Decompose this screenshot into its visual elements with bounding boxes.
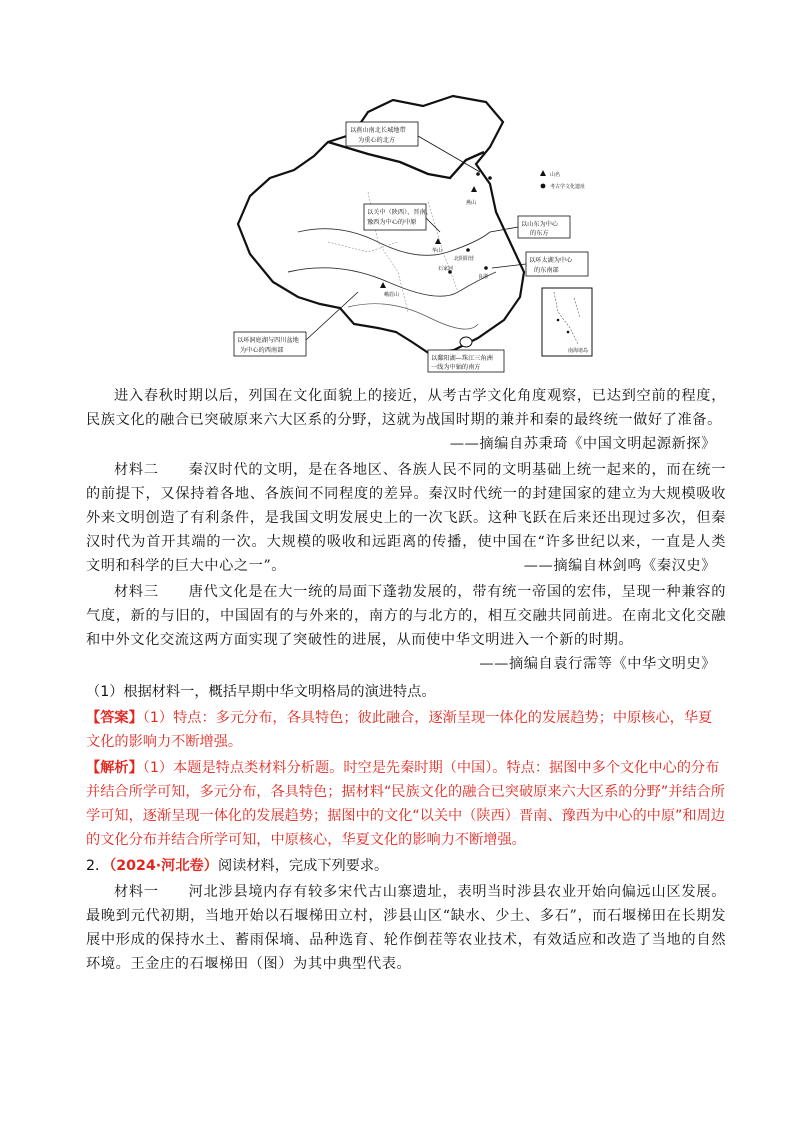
label-southeast-line2: 的东南部 <box>534 267 559 274</box>
map-legend <box>540 170 585 190</box>
site-marker-1 <box>476 172 480 176</box>
material1-source: ——摘编自苏秉琦《中国文明起源新探》 <box>449 436 716 452</box>
site-marker-3 <box>466 248 470 252</box>
q2-material1-text: 材料一 河北涉县境内存有较多宋代古山寨遗址，表明当时涉县农业开始向偏远山区发展。最晚到元代初期，当地开始以石堰梯田立村，涉县山区“缺水、少土、多石”，而石堰梯田在长期发展中形成的保持水土、蓄雨保墒、品种选育、轮作倒茬等农业技术，有效适应和改造了当地的自然环境。王金庄的石堰梯田（图）为其中典型代表。 <box>86 884 726 972</box>
legend-mountain-label: 山名 <box>550 172 561 178</box>
mountain-legend-icon <box>540 170 546 176</box>
place-liangzhu: 良渚 <box>478 274 489 280</box>
place-yanshan: 燕山 <box>466 200 477 206</box>
place-emeishan: 峨眉山 <box>384 292 400 298</box>
label-central-line1: 以关中（陕西）、晋南、 <box>367 209 432 216</box>
site-marker-2 <box>488 176 492 180</box>
answer-block <box>86 706 726 754</box>
q2-number: 2． <box>86 858 110 874</box>
label-southeast-line1: 以环太湖为中心 <box>529 257 573 264</box>
answer-tag: 【答案】 <box>86 710 143 726</box>
label-north-line2: 为重心的北方 <box>358 137 396 144</box>
material2-source: ——摘编自林剑鸣《秦汉史》 <box>523 558 716 574</box>
question-1: （1）根据材料一，概括早期中华文明格局的演进特点。 <box>86 684 436 700</box>
analysis-block <box>86 756 726 852</box>
place-huashan: 华山 <box>432 248 443 254</box>
map-svg <box>228 92 612 374</box>
material3-text: 材料三 唐代文化是在大一统的局面下蓬勃发展的，带有统一帝国的宏伟，呈现一种兼容的气度，新的与旧的，中国固有的与外来的，南方的与北方的，相互交融共同前进。在南北文化交融和中外文化交流这两方面实现了突破性的进展，从而使中华文明进入一个新的时期。 <box>86 584 726 648</box>
material2-text: 材料二 秦汉时代的文明，是在各地区、各族人民不同的文明基础上统一起来的，而在统一的前提下，又保持着各地、各族间不同程度的差异。秦汉时代统一的封建国家的建立为大规模吸收外来文明创造了有利条件，是我国文明发展史上的一次飞跃。这种飞跃在后来还出现过多次，但秦汉时代为首开其端的一次。大规模的吸收和远距离的传播，使中国在“许多世纪以来，一直是人类文明和科学的巨大中心之一”。 <box>86 462 726 574</box>
place-shijiahe: 石家河 <box>438 266 454 272</box>
label-box-central <box>364 204 426 230</box>
place-beiyinyangying: 北阴阳营 <box>454 256 475 262</box>
label-south-line1: 以鄱阳湖—珠江三角洲 <box>431 355 493 362</box>
label-southwest-line1: 以环洞庭湖与四川盆地 <box>237 337 299 344</box>
answer-text: （1）特点：多元分布，各具特色；彼此融合，逐渐呈现一体化的发展趋势；中原核心，华夏文化的影响力不断增强。 <box>86 710 713 750</box>
inset-label: 南海诸岛 <box>568 348 589 354</box>
q2-source-tag: （2024·河北卷） <box>109 858 218 874</box>
inset-island-2 <box>567 331 570 334</box>
china-culture-map <box>228 92 612 374</box>
q2-instruction: 阅读材料，完成下列要求。 <box>217 858 389 874</box>
south-sea-inset <box>542 288 592 356</box>
label-central-line2: 豫西为中心的中原 <box>367 219 417 226</box>
analysis-text: （1）本题是特点类材料分析题。时空是先秦时期（中国）。特点：据图中多个文化中心的分布并结合所学可知，多元分布，各具特色；据材料“民族文化的融合已突破原来六大区系的分野”并结合所学可知，逐渐呈现一体化的发展趋势；据图中的文化“以关中（陕西）晋南、豫西为中心的中原”和周边的文化分布并结合所学可知，中原核心，华夏文化的影响力不断增强。 <box>86 760 725 848</box>
material1-text: 进入春秋时期以后，列国在文化面貌上的接近，从考古学文化角度观察，已达到空前的程度，民族文化的融合已突破原来六大区系的分野，这就为战国时期的兼并和秦的最终统一做好了准备。 <box>86 388 726 428</box>
label-east-line2: 的东方 <box>530 230 549 237</box>
analysis-tag: 【解析】 <box>86 760 143 776</box>
question-2-header <box>86 854 726 878</box>
inset-island-1 <box>557 319 560 322</box>
label-east-line1: 以山东为中心 <box>521 221 559 228</box>
site-marker-4 <box>484 266 488 270</box>
legend-site-label: 考古学文化遗址 <box>550 184 586 190</box>
label-southwest-line2: 为中心的西南部 <box>240 347 284 354</box>
hainan-island <box>460 337 472 347</box>
site-legend-icon <box>541 184 546 189</box>
label-south-line2: 一线为中轴的南方 <box>431 364 481 371</box>
material3-source: ——摘编自袁行霈等《中华文明史》 <box>479 656 716 672</box>
label-north-line1: 以燕山南北长城地带 <box>350 127 406 134</box>
